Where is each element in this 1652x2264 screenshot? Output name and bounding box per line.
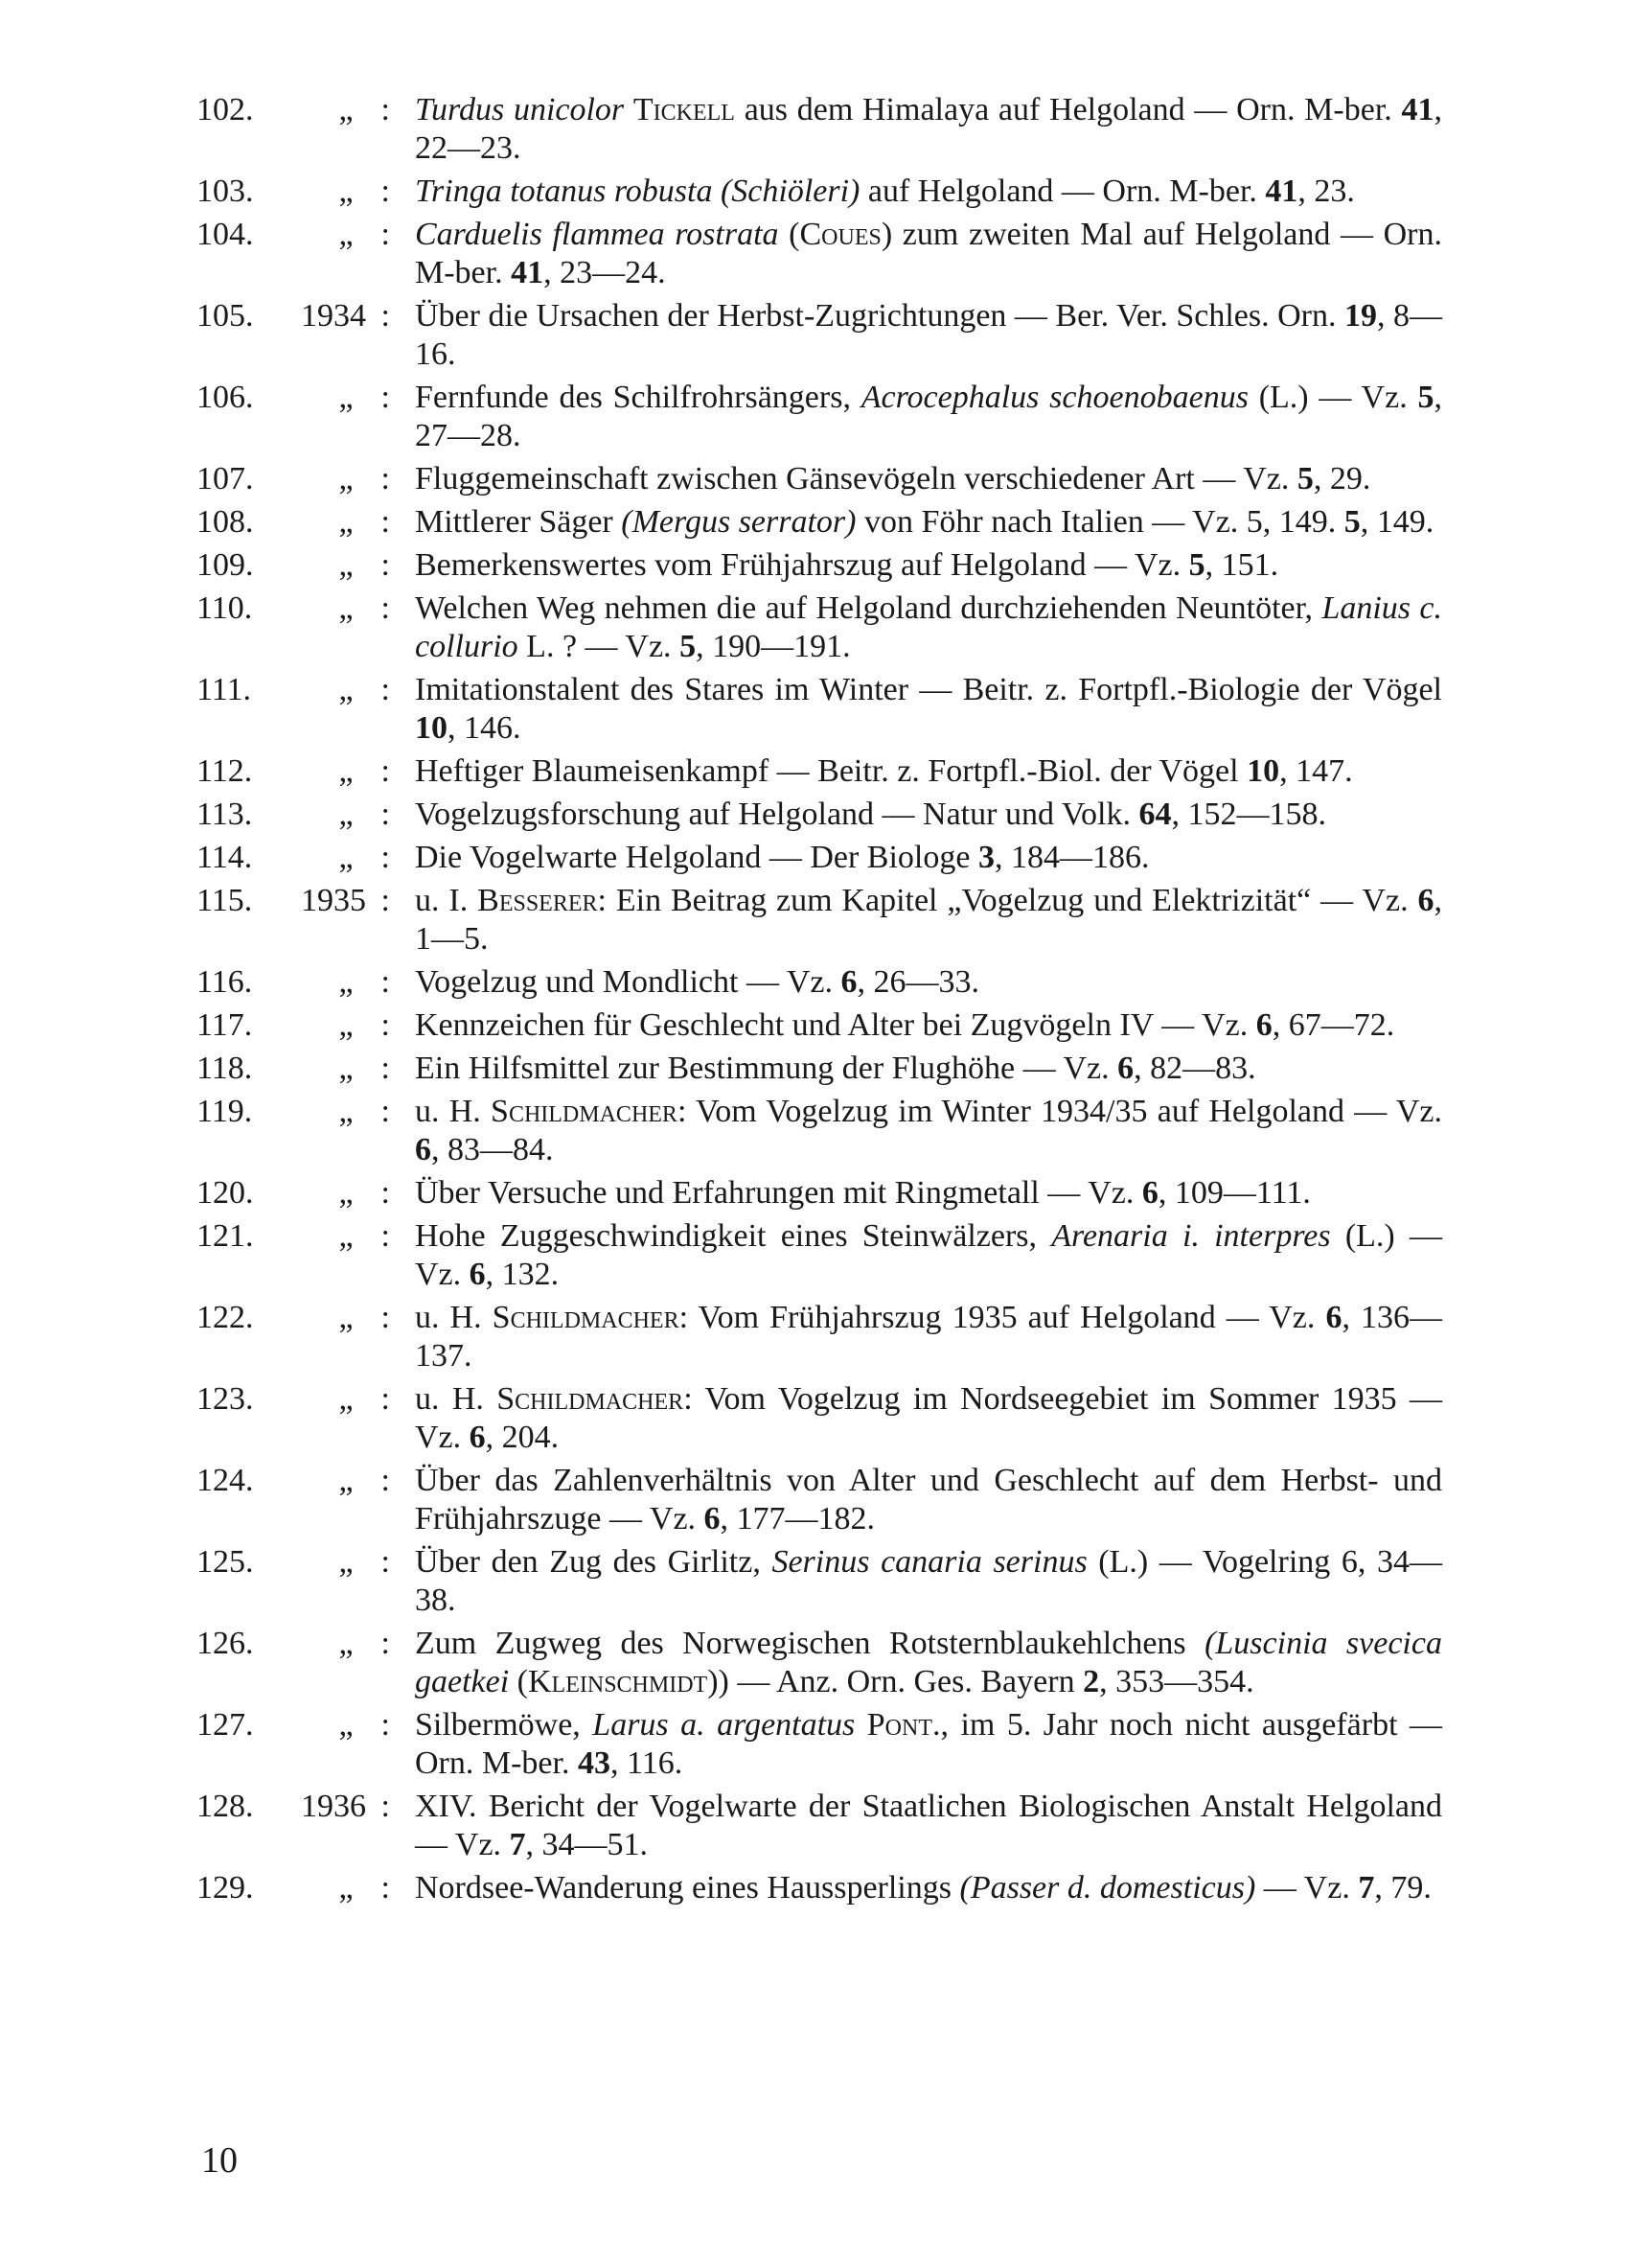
entry-number: 107.: [196, 461, 254, 497]
bold-volume: 6: [469, 1257, 486, 1292]
entry-text: [415, 1870, 1432, 1906]
bibliography-entry: [196, 1462, 1442, 1538]
ditto-mark: „: [338, 217, 354, 252]
bibliography-entry: [196, 1380, 1442, 1457]
bibliography-entry: [196, 1299, 1442, 1375]
bold-volume: 6: [1141, 1175, 1159, 1211]
entry-number: 104.: [196, 217, 254, 252]
bibliography-entry: [196, 379, 1442, 455]
bibliography-entry: [196, 460, 1442, 498]
text-segment: , 82—83.: [1134, 1051, 1256, 1086]
bold-volume: 19: [1344, 298, 1377, 334]
entry-text: [415, 1218, 1442, 1292]
bold-volume: 5: [1296, 461, 1314, 497]
entry-number: 129.: [196, 1870, 254, 1906]
text-segment: , 146.: [447, 710, 521, 746]
text-segment: , 29.: [1313, 461, 1371, 497]
italic-text: Carduelis flammea rostrata: [415, 217, 779, 252]
entry-text: [415, 547, 1278, 583]
ditto-mark: „: [338, 1707, 354, 1743]
entry-number: 105.: [196, 298, 254, 334]
author-name: Pont: [866, 1707, 932, 1743]
separator: :: [380, 1300, 390, 1335]
entry-year: 1935: [301, 883, 366, 918]
entry-number: 124.: [196, 1463, 254, 1498]
entry-number: 120.: [196, 1175, 254, 1211]
separator: :: [380, 547, 390, 583]
separator: :: [380, 672, 390, 707]
text-segment: (L.) — Vz.: [1248, 380, 1418, 415]
separator: :: [380, 1175, 390, 1211]
bibliography-entry: [196, 1788, 1442, 1864]
entry-text: [415, 217, 1442, 290]
text-segment: , 204.: [485, 1420, 560, 1455]
text-segment: , 34—51.: [525, 1827, 649, 1862]
text-segment: : Ein Beitrag zum Kapitel „Vogelzug und Elektrizität“ — Vz.: [597, 883, 1418, 918]
text-segment: Bemerkenswertes vom Frühjahrszug auf Helgoland — Vz.: [415, 547, 1189, 583]
ditto-mark: „: [338, 1007, 354, 1043]
entry-text: [415, 883, 1442, 957]
bold-volume: 5: [1188, 547, 1205, 583]
text-segment: Über Versuche und Erfahrungen mit Ringmetall — Vz.: [415, 1175, 1142, 1211]
text-segment: Silbermöwe,: [415, 1707, 593, 1743]
bold-volume: 6: [840, 964, 858, 1000]
text-segment: Vogelzug und Mondlicht — Vz.: [415, 964, 841, 1000]
text-segment: L. ? — Vz.: [517, 629, 680, 664]
text-segment: Vogelzugsforschung auf Helgoland — Natur und Volk.: [415, 797, 1139, 832]
text-segment: : Vom Frühjahrszug 1935 auf Helgoland — Vz.: [678, 1300, 1326, 1335]
entry-year: 1934: [301, 298, 366, 334]
text-segment: Mittlerer Säger: [415, 504, 622, 540]
ditto-mark: „: [338, 1463, 354, 1498]
separator: :: [380, 1544, 390, 1580]
entry-text: [415, 1094, 1442, 1167]
author-name: Coues: [799, 217, 882, 252]
entry-text: [415, 1381, 1442, 1455]
entry-text: [415, 753, 1353, 789]
author-name: Schildmacher: [492, 1300, 679, 1335]
bibliography-entry: [196, 882, 1442, 959]
text-segment: [624, 92, 633, 127]
entry-number: 123.: [196, 1381, 254, 1417]
entry-text: [415, 1300, 1442, 1374]
ditto-mark: „: [338, 547, 354, 583]
entry-number: 128.: [196, 1789, 254, 1824]
bold-volume: 10: [1247, 753, 1280, 789]
entry-number: 108.: [196, 504, 254, 540]
bibliography-entry: [196, 1625, 1442, 1701]
bold-volume: 7: [509, 1827, 526, 1862]
entry-number: 103.: [196, 173, 254, 209]
text-segment: , 83—84.: [431, 1132, 554, 1167]
text-segment: : Vom Vogelzug im Winter 1934/35 auf Helgoland — Vz.: [677, 1094, 1443, 1129]
ditto-mark: „: [338, 92, 354, 127]
separator: :: [380, 92, 390, 127]
text-segment: : Vom Vogelzug im Nordseegebiet im Sommer 1935 — Vz.: [415, 1381, 1442, 1455]
ditto-mark: „: [338, 1626, 354, 1661]
entry-text: [415, 1789, 1442, 1862]
entry-number: 117.: [196, 1007, 253, 1043]
ditto-mark: „: [338, 1218, 354, 1254]
entry-text: [415, 1175, 1311, 1211]
separator: :: [380, 753, 390, 789]
bibliography-entry: [196, 1543, 1442, 1620]
text-segment: , 22—23.: [415, 92, 1442, 166]
text-segment: Über den Zug des Girlitz,: [415, 1544, 772, 1580]
bibliography-entry: [196, 1706, 1442, 1783]
entry-number: 121.: [196, 1218, 254, 1254]
ditto-mark: „: [338, 840, 354, 875]
entry-text: [415, 1051, 1256, 1086]
text-segment: , 151.: [1205, 547, 1279, 583]
italic-text: (Passer d. domesticus): [959, 1870, 1256, 1906]
text-segment: , 184—186.: [994, 840, 1150, 875]
bibliography-entry: [196, 546, 1442, 585]
entry-text: [415, 298, 1442, 372]
text-segment: Hohe Zuggeschwindigkeit eines Steinwälzers,: [415, 1218, 1052, 1254]
text-segment: , 190—191.: [696, 629, 851, 664]
bold-volume: 7: [1358, 1870, 1375, 1906]
text-segment: , 23—24.: [543, 255, 666, 290]
entry-number: 126.: [196, 1626, 254, 1661]
author-name: Schildmacher: [496, 1381, 684, 1417]
text-segment: , 149.: [1360, 504, 1434, 540]
italic-text: (Luscinia svecica gaetkei: [415, 1626, 1442, 1699]
text-segment: (L.) — Vz.: [415, 1218, 1442, 1292]
separator: :: [380, 298, 390, 334]
ditto-mark: „: [338, 590, 354, 626]
entry-number: 119.: [196, 1094, 253, 1129]
separator: :: [380, 461, 390, 497]
text-segment: [855, 1707, 866, 1743]
text-segment: , 26—33.: [857, 964, 979, 1000]
italic-text: Larus a. argentatus: [592, 1707, 856, 1743]
entry-text: [415, 504, 1434, 540]
text-segment: , 353—354.: [1099, 1664, 1254, 1699]
bibliography-entry: [196, 1217, 1442, 1294]
italic-text: Turdus unicolor: [415, 92, 625, 127]
entry-number: 111.: [196, 672, 251, 707]
text-segment: u. I.: [415, 883, 478, 918]
text-segment: aus dem Himalaya auf Helgoland — Orn. M-ber.: [734, 92, 1402, 127]
ditto-mark: „: [338, 504, 354, 540]
bold-volume: 2: [1083, 1664, 1100, 1699]
ditto-mark: „: [338, 753, 354, 789]
separator: :: [380, 1218, 390, 1254]
text-segment: u. H.: [415, 1094, 492, 1129]
page-number: 10: [201, 2140, 238, 2181]
bibliography-entry: [196, 671, 1442, 748]
separator: :: [380, 590, 390, 626]
bibliography-entry: [196, 503, 1442, 542]
text-segment: , 1—5.: [415, 883, 1442, 957]
text-segment: , 27—28.: [415, 380, 1442, 453]
italic-text: (Mergus serrator): [621, 504, 857, 540]
entry-text: [415, 461, 1370, 497]
entry-number: 112.: [196, 753, 253, 789]
entry-text: [415, 1626, 1442, 1699]
text-segment: u. H.: [415, 1381, 497, 1417]
bibliography-entry: [196, 839, 1442, 877]
bold-volume: 5: [1343, 504, 1361, 540]
separator: :: [380, 1381, 390, 1417]
bold-volume: 6: [1325, 1300, 1342, 1335]
entry-text: [415, 1463, 1442, 1536]
text-segment: u. H.: [415, 1300, 493, 1335]
author-name: Schildmacher: [491, 1094, 677, 1129]
text-segment: , 109—111.: [1158, 1175, 1311, 1211]
text-segment: , 152—158.: [1171, 797, 1326, 832]
bold-volume: 10: [415, 710, 447, 746]
entry-text: [415, 797, 1326, 832]
bibliography-entry: [196, 91, 1442, 168]
ditto-mark: „: [338, 1051, 354, 1086]
text-segment: , 8—16.: [415, 298, 1442, 372]
entry-text: [415, 173, 1355, 209]
text-segment: Zum Zugweg des Norwegischen Rotsternblaukehlchens: [415, 1626, 1205, 1661]
separator: :: [380, 840, 390, 875]
separator: :: [380, 883, 390, 918]
bibliography-entry: [196, 297, 1442, 374]
separator: :: [380, 380, 390, 415]
text-segment: ) zum zweiten Mal auf Helgoland — Orn. M-ber.: [415, 217, 1443, 290]
separator: :: [380, 1051, 390, 1086]
text-segment: , 67—72.: [1272, 1007, 1395, 1043]
ditto-mark: „: [338, 380, 354, 415]
entry-number: 109.: [196, 547, 254, 583]
bibliography-entry: [196, 216, 1442, 292]
entry-text: [415, 590, 1442, 664]
text-segment: (: [778, 217, 800, 252]
separator: :: [380, 1707, 390, 1743]
bibliography-list: [196, 91, 1442, 1912]
entry-number: 127.: [196, 1707, 254, 1743]
entry-text: [415, 964, 979, 1000]
entry-text: [415, 672, 1442, 746]
text-segment: (L.) — Vogelring 6, 34—38.: [415, 1544, 1442, 1618]
entry-number: 116.: [196, 964, 253, 1000]
bibliography-entry: [196, 1050, 1442, 1088]
separator: :: [380, 964, 390, 1000]
bibliography-entry: [196, 1006, 1442, 1045]
bibliography-entry: [196, 173, 1442, 211]
ditto-mark: „: [338, 1094, 354, 1129]
entry-number: 102.: [196, 92, 254, 127]
text-segment: auf Helgoland — Orn. M-ber.: [860, 173, 1266, 209]
separator: :: [380, 1626, 390, 1661]
text-segment: , 136—137.: [415, 1300, 1443, 1374]
bold-volume: 6: [1417, 883, 1434, 918]
entry-number: 125.: [196, 1544, 254, 1580]
ditto-mark: „: [338, 461, 354, 497]
separator: :: [380, 1789, 390, 1824]
entry-number: 122.: [196, 1300, 254, 1335]
bold-volume: 64: [1138, 797, 1172, 832]
ditto-mark: „: [338, 964, 354, 1000]
entry-number: 118.: [196, 1051, 253, 1086]
entry-text: [415, 92, 1442, 166]
text-segment: Fernfunde des Schilfrohrsängers,: [415, 380, 861, 415]
bold-volume: 3: [977, 840, 995, 875]
text-segment: von Föhr nach Italien — Vz. 5, 149.: [856, 504, 1344, 540]
separator: :: [380, 1870, 390, 1906]
text-segment: Fluggemeinschaft zwischen Gänsevögeln verschiedener Art — Vz.: [415, 461, 1297, 497]
author-name: Kleinschmidt: [528, 1664, 708, 1699]
ditto-mark: „: [338, 1175, 354, 1211]
bibliography-entry: [196, 1869, 1442, 1907]
bold-volume: 6: [1117, 1051, 1135, 1086]
entry-text: [415, 840, 1149, 875]
text-segment: (: [509, 1664, 528, 1699]
text-segment: ., im 5. Jahr noch nicht ausgefärbt — Orn. M-ber.: [415, 1707, 1442, 1781]
bibliography-entry: [196, 963, 1442, 1002]
text-segment: Heftiger Blaumeisenkampf — Beitr. z. Fortpfl.-Biol. der Vögel: [415, 753, 1248, 789]
text-segment: , 23.: [1297, 173, 1355, 209]
text-segment: Ein Hilfsmittel zur Bestimmung der Flughöhe — Vz.: [415, 1051, 1118, 1086]
ditto-mark: „: [338, 1300, 354, 1335]
text-segment: — Vz.: [1255, 1870, 1359, 1906]
text-segment: , 116.: [609, 1745, 683, 1781]
bold-volume: 41: [1401, 92, 1434, 127]
ditto-mark: „: [338, 797, 354, 832]
bold-volume: 41: [511, 255, 544, 290]
bold-volume: 6: [703, 1501, 721, 1536]
bold-volume: 6: [1255, 1007, 1273, 1043]
author-name: Besserer: [477, 883, 598, 918]
separator: :: [380, 173, 390, 209]
text-segment: Kennzeichen für Geschlecht und Alter bei Zugvögeln IV — Vz.: [415, 1007, 1256, 1043]
bibliography-entry: [196, 1174, 1442, 1213]
bibliography-entry: [196, 589, 1442, 666]
bold-volume: 43: [577, 1745, 610, 1781]
italic-text: Tringa totanus robusta (Schiöleri): [415, 173, 860, 209]
separator: :: [380, 797, 390, 832]
text-segment: Über das Zahlenverhältnis von Alter und Geschlecht auf dem Herbst- und Frühjahrszuge — Vz.: [415, 1463, 1442, 1536]
separator: :: [380, 504, 390, 540]
bold-volume: 41: [1265, 173, 1298, 209]
ditto-mark: „: [338, 1870, 354, 1906]
ditto-mark: „: [338, 173, 354, 209]
separator: :: [380, 1463, 390, 1498]
separator: :: [380, 1007, 390, 1043]
entry-number: 114.: [196, 840, 253, 875]
ditto-mark: „: [338, 672, 354, 707]
text-segment: Über die Ursachen der Herbst-Zugrichtungen — Ber. Ver. Schles. Orn.: [415, 298, 1344, 334]
text-segment: )) — Anz. Orn. Ges. Bayern: [707, 1664, 1084, 1699]
italic-text: Serinus canaria serinus: [771, 1544, 1088, 1580]
italic-text: Arenaria i. interpres: [1051, 1218, 1331, 1254]
bold-volume: 6: [469, 1420, 486, 1455]
bold-volume: 5: [679, 629, 697, 664]
italic-text: Acrocephalus schoenobaenus: [860, 380, 1249, 415]
bibliography-entry: [196, 796, 1442, 834]
italic-text: Lanius c. collurio: [415, 590, 1442, 664]
text-segment: , 132.: [485, 1257, 560, 1292]
text-segment: Nordsee-Wanderung eines Haussperlings: [415, 1870, 960, 1906]
text-segment: Welchen Weg nehmen die auf Helgoland durchziehenden Neuntöter,: [415, 590, 1322, 626]
bold-volume: 5: [1417, 380, 1434, 415]
text-segment: , 177—182.: [720, 1501, 876, 1536]
text-segment: Imitationstalent des Stares im Winter — Beitr. z. Fortpfl.-Biologie der Vögel: [415, 672, 1442, 707]
entry-text: [415, 1007, 1394, 1043]
entry-text: [415, 380, 1442, 453]
text-segment: Die Vogelwarte Helgoland — Der Biologe: [415, 840, 978, 875]
separator: :: [380, 1094, 390, 1129]
entry-number: 110.: [196, 590, 253, 626]
entry-text: [415, 1544, 1442, 1618]
entry-number: 115.: [196, 883, 253, 918]
bibliography-entry: [196, 1093, 1442, 1169]
text-segment: , 147.: [1279, 753, 1353, 789]
text-segment: XIV. Bericht der Vogelwarte der Staatlichen Biologischen Anstalt Helgoland — Vz.: [415, 1789, 1442, 1862]
bibliography-entry: [196, 752, 1442, 791]
entry-number: 113.: [196, 797, 253, 832]
ditto-mark: „: [338, 1381, 354, 1417]
author-name: Tickell: [632, 92, 735, 127]
bold-volume: 6: [415, 1132, 431, 1167]
ditto-mark: „: [338, 1544, 354, 1580]
entry-number: 106.: [196, 380, 254, 415]
entry-year: 1936: [301, 1789, 366, 1824]
text-segment: , 79.: [1374, 1870, 1432, 1906]
separator: :: [380, 217, 390, 252]
entry-text: [415, 1707, 1442, 1781]
